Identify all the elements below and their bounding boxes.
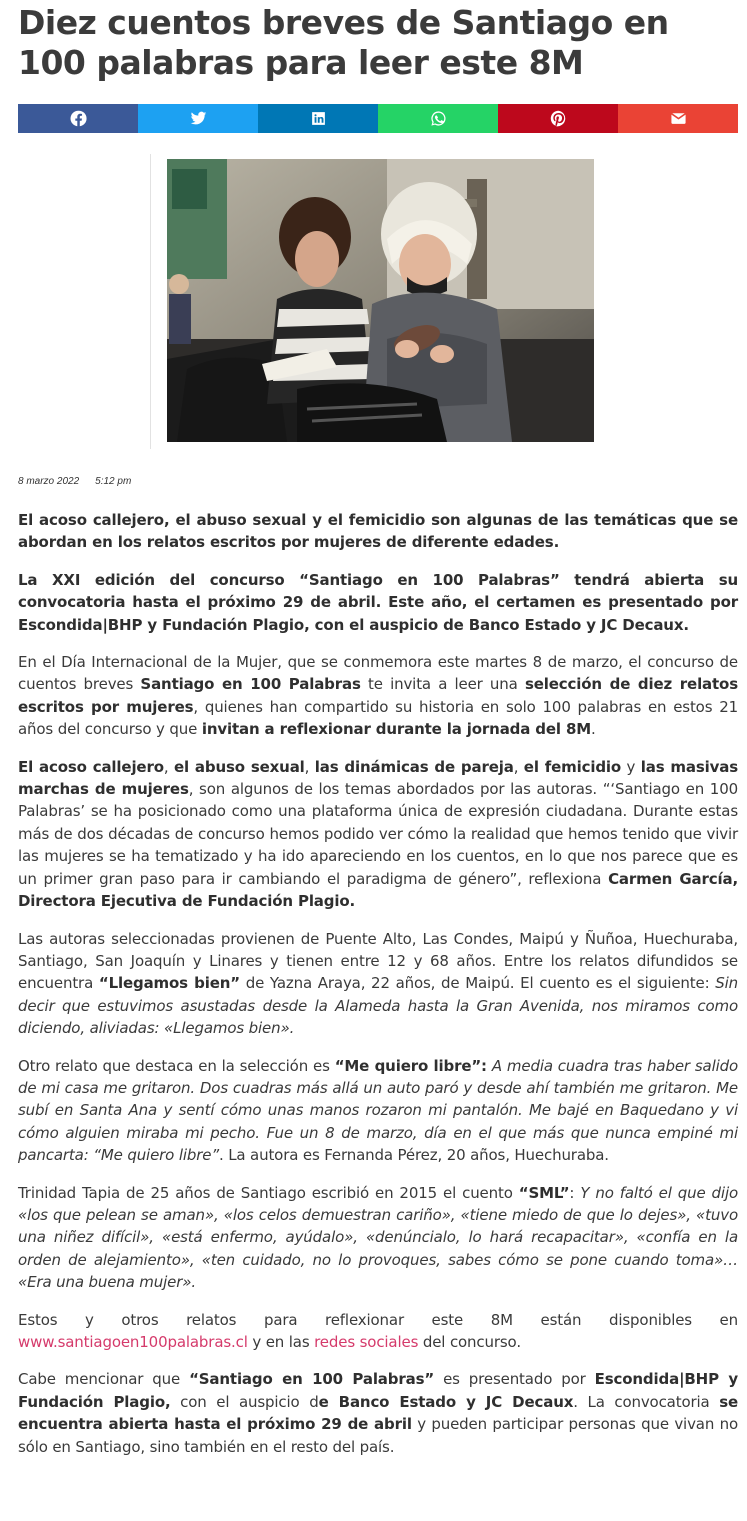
text-span: y pueden participar personas que vivan no sólo en Santiago, sino también en el resto del país. — [18, 1415, 738, 1456]
article-photo — [167, 159, 594, 442]
bold-span: El acoso callejero — [18, 757, 164, 776]
bold-span: invitan a reflexionar durante la jornada del 8M — [201, 720, 592, 739]
text-span: Estos y otros relatos para reflexionar este 8M están disponibles en — [18, 1310, 738, 1329]
text-span: . — [591, 720, 596, 739]
text-span: En el Día Internacional de la Mujer, que se conmemora este martes 8 de marzo, el concurso de cuentos breves — [18, 653, 738, 694]
text-span: , quienes han compartido su historia en solo 100 palabras en estos 21 años del concurso y que — [18, 697, 738, 739]
share-pinterest-button[interactable] — [498, 104, 618, 133]
text-span: te invita a leer una — [360, 675, 525, 694]
paragraph-3 — [18, 651, 738, 741]
website-link[interactable]: www.santiagoen100palabras.cl — [18, 1333, 248, 1351]
paragraph-6 — [18, 1055, 738, 1167]
text-span: : — [569, 1183, 581, 1202]
paragraph-5 — [18, 928, 738, 1040]
bold-span: Escondida|BHP y Fundación Plagio, — [18, 1370, 738, 1411]
bold-span: e Banco Estado y JC Decaux — [318, 1392, 574, 1411]
article-figure — [18, 154, 738, 449]
bold-span: “Me quiero libre”: — [334, 1056, 487, 1075]
article-meta — [18, 476, 738, 487]
bold-span: se encuentra abierta hasta el próximo 29 de abril — [18, 1392, 738, 1434]
share-bar — [18, 104, 738, 133]
facebook-icon — [70, 110, 87, 127]
text-span: y — [621, 757, 641, 776]
text-span: es presentado por — [434, 1370, 595, 1389]
paragraph-7 — [18, 1182, 738, 1294]
whatsapp-icon — [430, 110, 447, 127]
article-date: 8 marzo 2022 — [18, 476, 80, 487]
share-facebook-button[interactable] — [18, 104, 138, 133]
text-span: con el auspicio d — [170, 1392, 319, 1411]
email-icon — [670, 110, 687, 127]
text-span: , — [513, 757, 524, 776]
lead-paragraph-2: La XXI edición del concurso “Santiago en 100 Palabras” tendrá abierta su convocatoria hasta el próximo 29 de abril. Este año, el certamen es presentado por Escondida|BHP y Fundación Plagio, con el auspicio de Banco Estado y JC Decaux. — [18, 570, 738, 634]
bold-span: las dinámicas de pareja — [314, 757, 514, 776]
paragraph-8 — [18, 1309, 738, 1354]
text-span: . La autora es Fernanda Pérez, 20 años, Huechuraba. — [218, 1146, 609, 1165]
text-span: , son algunos de los temas abordados por las autoras. “‘Santiago en 100 Palabras’ se ha posicionado como una plataforma única de expresión ciudadana. Durante estas más de dos décadas de concurso hemos podido ver cómo la realidad que hemos tenido que vivir las mujeres se ha tematizado y ha ido apareciendo en los cuentos, en lo que nos parece que es un primer gran paso para ir cambiando el paradigma de género”, reflexiona — [18, 780, 738, 888]
twitter-icon — [190, 110, 207, 127]
bold-span: “SML” — [518, 1183, 570, 1202]
article-time: 5:12 pm — [95, 476, 132, 487]
share-email-button[interactable] — [618, 104, 738, 133]
social-media-link[interactable]: redes sociales — [314, 1333, 419, 1351]
bold-span: Santiago en 100 Palabras — [140, 675, 361, 694]
text-span: y en las — [247, 1333, 315, 1351]
text-span: . La convocatoria — [573, 1392, 720, 1411]
italic-span: Y no faltó el que dijo «los que pelean se aman», «los celos demuestran cariño», «tiene miedo de que lo dejes», «tuvo una niñez difícil», «está enfermo, ayúdalo», «denúncialo, lo hará recapacitar», «confía en la orden de alejamiento», «ten cuidado, no lo provoques, sabes cómo se pone cuando toma»… «Era una buena mujer». — [18, 1183, 738, 1292]
text-span: Trinidad Tapia de 25 años de Santiago escribió en 2015 el cuento — [18, 1183, 519, 1202]
share-whatsapp-button[interactable] — [378, 104, 498, 133]
figure-divider — [150, 154, 151, 449]
bold-span: el abuso sexual — [173, 757, 305, 776]
text-span: del concurso. — [418, 1333, 521, 1351]
share-linkedin-button[interactable] — [258, 104, 378, 133]
pinterest-icon — [550, 110, 567, 127]
text-span: Cabe mencionar que — [18, 1370, 190, 1389]
paragraph-9 — [18, 1368, 738, 1458]
share-twitter-button[interactable] — [138, 104, 258, 133]
text-span: , — [163, 757, 174, 776]
lead-paragraph-1: El acoso callejero, el abuso sexual y el femicidio son algunas de las temáticas que se abordan en los relatos escritos por mujeres de diferente edades. — [18, 511, 738, 552]
article-body — [18, 509, 738, 1458]
italic-span: Sin decir que estuvimos asustadas desde la Alameda hasta la Gran Avenida, nos miramos como diciendo, aliviadas: «Llegamos bien». — [18, 974, 738, 1038]
bold-span: “Santiago en 100 Palabras” — [189, 1370, 435, 1389]
linkedin-icon — [310, 110, 327, 127]
bold-span: “Llegamos bien” — [98, 974, 240, 993]
bold-span: Carmen García, Directora Ejecutiva de Fundación Plagio. — [18, 869, 738, 911]
paragraph-4 — [18, 756, 738, 913]
text-span: , — [304, 757, 315, 776]
bold-span: el femicidio — [523, 757, 622, 776]
text-span: Las autoras seleccionadas provienen de Puente Alto, Las Condes, Maipú y Ñuñoa, Huechuraba, Santiago, San Joaquín y Linares y tienen entre 12 y 68 años. Entre los relatos difundidos se encuentra — [18, 929, 738, 993]
photo-two-women-reading — [167, 159, 594, 442]
article-title: Diez cuentos breves de Santiago en 100 palabras para leer este 8M — [18, 3, 669, 82]
bold-span: las masivas marchas de mujeres — [18, 757, 738, 799]
italic-span: A media cuadra tras haber salido de mi casa me gritaron. Dos cuadras más allá un auto paró y desde ahí también me gritaron. Me subí en Santa Ana y sentí cómo unas manos rozaron mi pantalón. Me bajé en Baquedano y vi cómo alguien miraba mi pecho. Fue un 8 de marzo, día en el que más que nunca empiné mi pancarta: “Me quiero libre” — [18, 1056, 739, 1165]
text-span: Otro relato que destaca en la selección es — [18, 1056, 335, 1075]
bold-span: selección de diez relatos escritos por mujeres — [18, 675, 738, 716]
text-span: de Yazna Araya, 22 años, de Maipú. El cuento es el siguiente: — [240, 974, 716, 993]
